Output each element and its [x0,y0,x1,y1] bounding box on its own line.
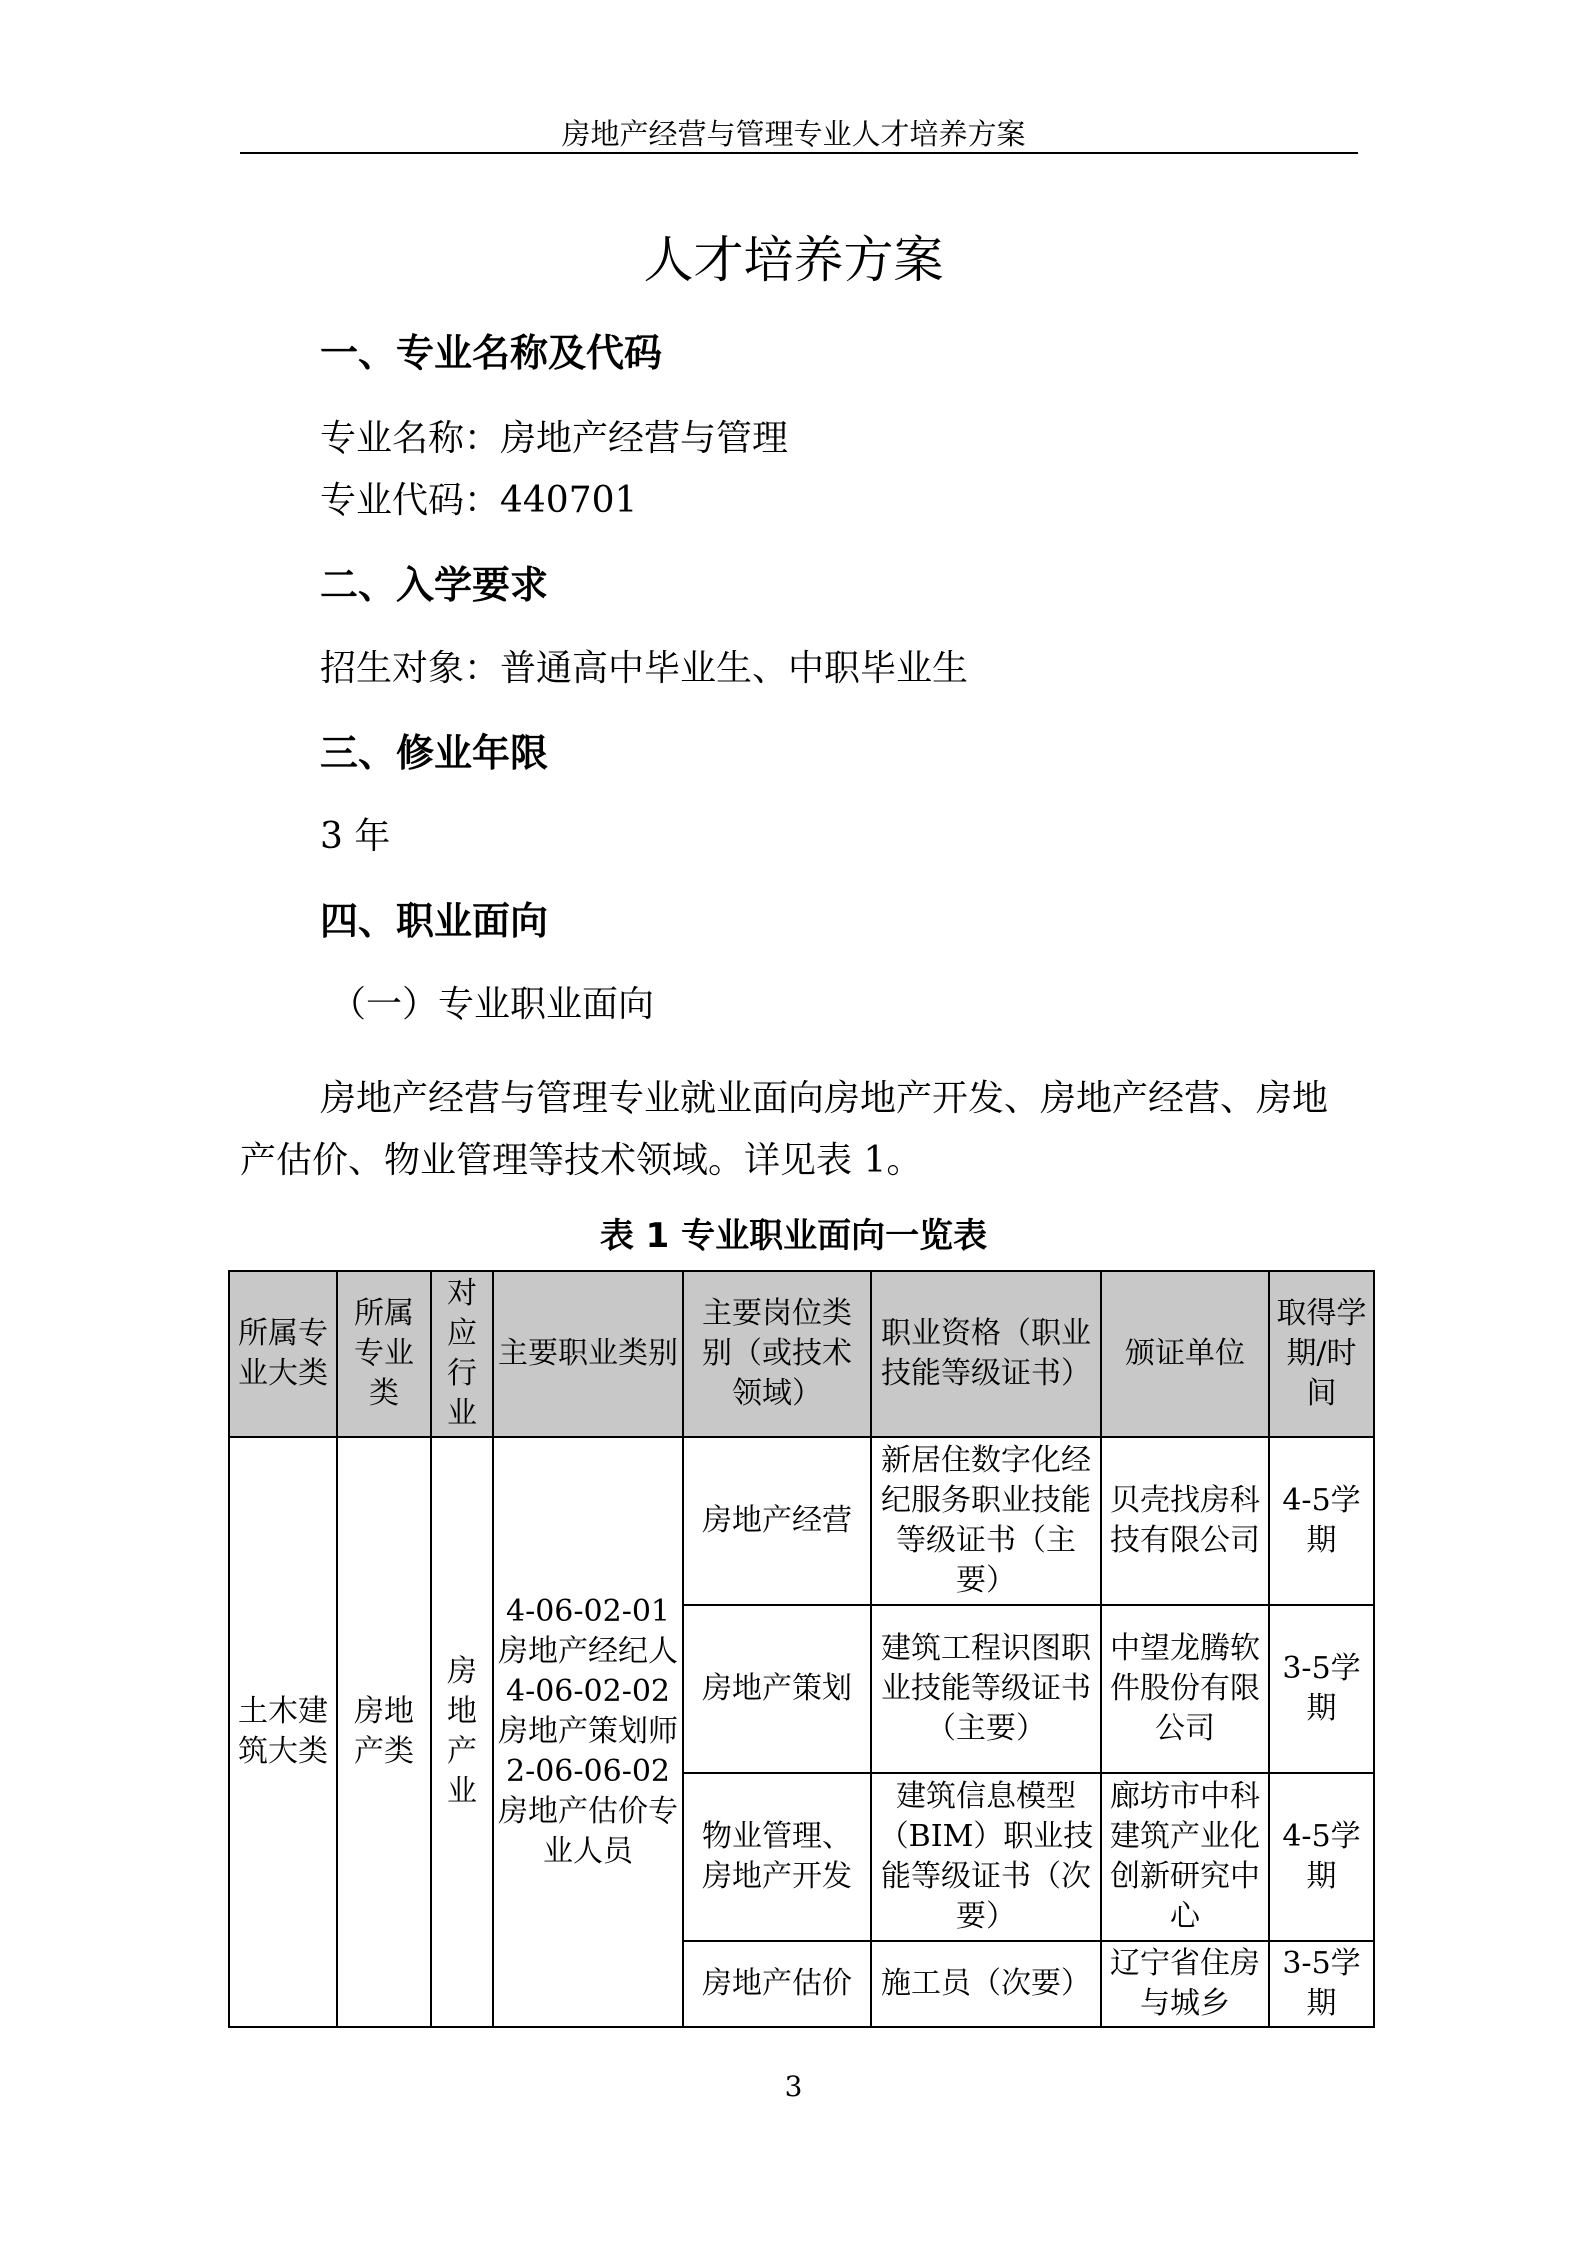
cell-issuer: 辽宁省住房与城乡 [1101,1941,1269,2027]
section-4-heading: 四、职业面向 [320,899,549,943]
cell-occupation-types: 4-06-02-01 房地产经纪人 4-06-02-02 房地产策划师 2-06-06-02 房地产估价专业人员 [493,1437,683,2027]
duration-line: 3 年 [320,816,391,857]
col-header-post: 主要岗位类别（或技术领域） [683,1271,871,1437]
table-caption: 表 1 专业职业面向一览表 [599,1216,988,1256]
col-header-occupation-type: 主要职业类别 [493,1271,683,1437]
col-header-industry: 对应行业 [431,1271,493,1437]
major-name-line: 专业名称：房地产经营与管理 [320,418,789,459]
col-header-major-class: 所属专业类 [337,1271,431,1437]
cell-certificate: 建筑信息模型（BIM）职业技能等级证书（次要） [871,1773,1101,1941]
section-3-heading: 三、修业年限 [320,731,549,775]
document-title: 人才培养方案 [643,231,944,289]
cell-term: 4-5学期 [1269,1773,1374,1941]
header-rule [240,152,1358,154]
col-header-certificate: 职业资格（职业技能等级证书） [871,1271,1101,1437]
cell-term: 3-5学期 [1269,1941,1374,2027]
cell-industry: 房地产业 [431,1437,493,2027]
cell-term: 4-5学期 [1269,1437,1374,1605]
cell-post: 房地产策划 [683,1605,871,1773]
occupation-paragraph: 房地产经营与管理专业就业面向房地产开发、房地产经营、房地产估价、物业管理等技术领域。详见表 1。 [240,1078,1329,1181]
col-header-issuer: 颁证单位 [1101,1271,1269,1437]
cell-certificate: 新居住数字化经纪服务职业技能等级证书（主要） [871,1437,1101,1605]
cell-major-class: 房地产类 [337,1437,431,2027]
cell-post: 房地产估价 [683,1941,871,2027]
cell-major-category: 土木建筑大类 [229,1437,337,2027]
cell-issuer: 中望龙腾软件股份有限公司 [1101,1605,1269,1773]
page-number: 3 [784,2070,803,2103]
cell-certificate: 施工员（次要） [871,1941,1101,2027]
cell-certificate: 建筑工程识图职业技能等级证书（主要） [871,1605,1101,1773]
section-2-heading: 二、入学要求 [320,563,549,607]
table-row [229,1437,1374,1605]
cell-issuer: 廊坊市中科建筑产业化创新研究中心 [1101,1773,1269,1941]
col-header-term: 取得学期/时间 [1269,1271,1374,1437]
subsection-heading: （一）专业职业面向 [330,984,655,1025]
enrollment-line: 招生对象：普通高中毕业生、中职毕业生 [320,648,969,689]
cell-term: 3-5学期 [1269,1605,1374,1773]
cell-post: 物业管理、房地产开发 [683,1773,871,1941]
cell-issuer: 贝壳找房科技有限公司 [1101,1437,1269,1605]
major-code-line: 专业代码：440701 [320,480,638,521]
table-header-row [229,1271,1374,1437]
section-1-heading: 一、专业名称及代码 [320,331,663,375]
cell-post: 房地产经营 [683,1437,871,1605]
occupation-table [228,1270,1375,2028]
col-header-major-category: 所属专业大类 [229,1271,337,1437]
running-header: 房地产经营与管理专业人才培养方案 [561,117,1026,151]
